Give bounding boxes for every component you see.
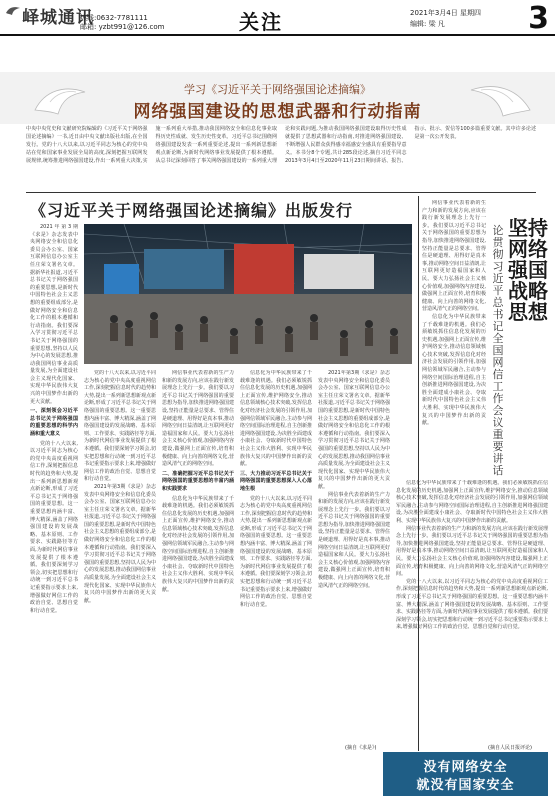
- security-slogan-banner: [383, 752, 548, 796]
- col5-paragraph-b: 网信事业代表着新的生产力和新的发展方向,应该在践行新发展理念上先行一步。我们要以习近平总书记关于网络强国的重要思想为指导,加快推进网络强国建设,坚持正能量是总要求、管得住是硬道理、用得好是真本事,推动网络空间日益清朗,让互联网更好造福国家和人民。要大力弘扬社会主义核心价值观,加强网络内容建设,做强网上正面宣传,培育积极健康、向上向善的网络文化,营造风清气正的网络空间。: [318, 491, 390, 589]
- col5-paragraph: 2021年第3期《求是》杂志发表中央网络安全和信息化委员会办公室、国家互联网信息办公室主任庄荣文署名文章。据新华社报道,习近平总书记关于网络强国的重要思想,是新时代中国特色社会主义思想的重要组成部分,是做好网络安全和信息化工作的根本遵循和行动指南。我们要深入学习贯彻习近平总书记关于网络强国的重要思想,坚持以人民为中心的发展思想,推动我国网信事业高质量发展,为全面建设社会主义现代化国家、实现中华民族伟大复兴的中国梦作出新的更大贡献。: [318, 370, 390, 490]
- right-top-paragraph-b: 信息化为中华民族带来了千载难逢的机遇。我们必须敏锐抓住信息化发展的历史机遇,加强网上正面宣传,维护网络安全,推动信息领域核心技术突破,发挥信息化对经济社会发展的引领作用,加强网信领域军民融合,主动参与网络空间国际治理进程,自主创新推进网络强国建设,为决胜全面建成小康社会、夺取新时代中国特色社会主义伟大胜利、实现中华民族伟大复兴的中国梦作出新的贡献。: [422, 313, 486, 427]
- left-paragraph-2: 党的十八大以来,以习近平同志为核心的党中央高度重视网信工作,深刻把握信息时代的趋势和大势,提出一系列新思想新观点新论断,形成了习近平总书记关于网络强国的重要思想。这一重要思想内涵丰富、博大精深,涵盖了网络强国建设的发展战略、基本原则、工作要求、实践路径等方面,为新时代网信事业发展提供了根本遵循。我们要深刻学习领会,切实把思想和行动统一到习近平总书记重要指示要求上来,增强做好网信工作的政治自觉、思想自觉和行动自觉。: [30, 440, 78, 614]
- col2-paragraph: 党的十八大以来,以习近平同志为核心的党中央高度重视网信工作,深刻把握信息时代的趋势和大势,提出一系列新思想新观点新论断,形成了习近平总书记关于网络强国的重要思想。这一重要思想内涵丰富、博大精深,涵盖了网络强国建设的发展战略、基本原则、工作要求、实践路径等方面,为新时代网信事业发展提供了根本遵循。我们要深刻学习领会,切实把思想和行动统一到习近平总书记重要指示要求上来,增强做好网信工作的政治自觉、思想自觉和行动自觉。: [84, 370, 156, 483]
- left-column: [30, 224, 78, 754]
- section-heading-2: 二、准确把握习近平总书记关于网络强国的重要思想的丰富内涵和实践要求: [162, 470, 234, 492]
- banner-title: 网络强国建设的思想武器和行动指南: [133, 102, 422, 122]
- col2-paragraph-b: 2021年第3期《求是》杂志发表中央网络安全和信息化委员会办公室、国家互联网信息办公室主任庄荣文署名文章。据新华社报道,习近平总书记关于网络强国的重要思想,是新时代中国特色社会主义思想的重要组成部分,是做好网络安全和信息化工作的根本遵循和行动指南。我们要深入学习贯彻习近平总书记关于网络强国的重要思想,坚持以人民为中心的发展思想,推动我国网信事业高质量发展,为全面建设社会主义现代化国家、实现中华民族伟大复兴的中国梦作出新的更大贡献。: [84, 483, 156, 604]
- paper-logo: 峄城通讯: [22, 8, 94, 28]
- masthead: [0, 0, 555, 36]
- dove-logo-icon: [5, 5, 21, 17]
- headline-main: 坚持网络强国战略思想: [508, 216, 548, 324]
- column-2: [84, 370, 156, 755]
- right-bottom-paragraph: 信息化为中华民族带来了千载难逢的机遇。我们必须敏锐抓住信息化发展的历史机遇,加强网上正面宣传,维护网络安全,推动信息领域核心技术突破,发挥信息化对经济社会发展的引领作用,加强网信领域军民融合,主动参与网络空间国际治理进程,自主创新推进网络强国建设,为决胜全面建成小康社会、夺取新时代中国特色社会主义伟大胜利、实现中华民族伟大复兴的中国梦作出新的贡献。: [396, 480, 548, 524]
- column-5: [318, 370, 390, 750]
- issue-date: 2021年3月4日 星期四: [410, 9, 481, 17]
- contact-info: [80, 14, 165, 32]
- page-number: 3: [528, 1, 549, 36]
- source-credit-2: (摘自人民日报评论): [488, 745, 532, 751]
- left-paragraph: 2021年第3期《求是》杂志发表中央网络安全和信息化委员会办公室、国家互联网信息办公室主任庄荣文署名文章。据新华社报道,习近平总书记关于网络强国的重要思想,是新时代中国特色社会主义思想的重要组成部分,是做好网络安全和信息化工作的根本遵循和行动指南。我们要深入学习贯彻习近平总书记关于网络强国的重要思想,坚持以人民为中心的发展思想,推动我国网信事业高质量发展,为全面建设社会主义现代化国家、实现中华民族伟大复兴的中国梦作出新的更大贡献。: [30, 224, 78, 405]
- contact-phone: 热线:0632-7781111: [80, 14, 148, 22]
- right-top-paragraph: 网信事业代表着新的生产力和新的发展方向,应该在践行新发展理念上先行一步。我们要以习近平总书记关于网络强国的重要思想为指导,加快推进网络强国建设,坚持正能量是总要求、管得住是硬道理、用得好是真本事,推动网络空间日益清朗,让互联网更好造福国家和人民。要大力弘扬社会主义核心价值观,加强网络内容建设,做强网上正面宣传,培育积极健康、向上向善的网络文化,营造风清气正的网络空间。: [422, 200, 486, 313]
- banner-subtitle: 学习《习近平关于网络强国论述摘编》: [184, 83, 371, 96]
- divider: [26, 192, 536, 193]
- source-credit: (摘自《求是》): [345, 745, 377, 751]
- feature-banner: [0, 72, 555, 124]
- slogan-line-2: 就没有国家安全: [416, 778, 515, 793]
- section-title: 关注: [239, 10, 283, 34]
- section-heading-3: 三、大力推动习近平总书记关于网络强国的重要思想深入人心落地生根: [240, 470, 312, 492]
- col4-paragraph-b: 党的十八大以来,以习近平同志为核心的党中央高度重视网信工作,深刻把握信息时代的趋势和大势,提出一系列新思想新观点新论断,形成了习近平总书记关于网络强国的重要思想。这一重要思想内涵丰富、博大精深,涵盖了网络强国建设的发展战略、基本原则、工作要求、实践路径等方面,为新时代网信事业发展提供了根本遵循。我们要深刻学习领会,切实把思想和行动统一到习近平总书记重要指示要求上来,增强做好网信工作的政治自觉、思想自觉和行动自觉。: [240, 495, 312, 608]
- column-3: [162, 370, 234, 755]
- exhibition-hall-image: [84, 224, 412, 364]
- right-column-bottom: [396, 480, 548, 745]
- right-column-top: [422, 200, 486, 480]
- headline-subtitle: 论贯彻习近平总书记全国网信工作会议重要讲话: [492, 224, 504, 477]
- exhibition-photo: [84, 224, 412, 364]
- slogan-line-1: 没有网络安全: [423, 760, 508, 775]
- editor-credit: 编辑: 梁 凡: [410, 20, 445, 28]
- column-4: [240, 370, 312, 755]
- col4-paragraph: 信息化为中华民族带来了千载难逢的机遇。我们必须敏锐抓住信息化发展的历史机遇,加强网上正面宣传,维护网络安全,推动信息领域核心技术突破,发挥信息化对经济社会发展的引领作用,加强网信领域军民融合,主动参与网络空间国际治理进程,自主创新推进网络强国建设,为决胜全面建成小康社会、夺取新时代中国特色社会主义伟大胜利、实现中华民族伟大复兴的中国梦作出新的贡献。: [240, 370, 312, 468]
- right-bottom-paragraph-c: 党的十八大以来,以习近平同志为核心的党中央高度重视网信工作,深刻把握信息时代的趋势和大势,提出一系列新思想新观点新论断,形成了习近平总书记关于网络强国的重要思想。这一重要思想内涵丰富、博大精深,涵盖了网络强国建设的发展战略、基本原则、工作要求、实践路径等方面,为新时代网信事业发展提供了根本遵循。我们要深刻学习领会,切实把思想和行动统一到习近平总书记重要指示要求上来,增强做好网信工作的政治自觉、思想自觉和行动自觉。: [396, 578, 548, 631]
- col3-paragraph-b: 信息化为中华民族带来了千载难逢的机遇。我们必须敏锐抓住信息化发展的历史机遇,加强网上正面宣传,维护网络安全,推动信息领域核心技术突破,发挥信息化对经济社会发展的引领作用,加强网信领域军民融合,主动参与网络空间国际治理进程,自主创新推进网络强国建设,为决胜全面建成小康社会、夺取新时代中国特色社会主义伟大胜利、实现中华民族伟大复兴的中国梦作出新的贡献。: [162, 495, 234, 593]
- article-title: 《习近平关于网络强国论述摘编》出版发行: [30, 201, 354, 220]
- right-bottom-paragraph-b: 网信事业代表着新的生产力和新的发展方向,应该在践行新发展理念上先行一步。我们要以习近平总书记关于网络强国的重要思想为指导,加快推进网络强国建设,坚持正能量是总要求、管得住是硬道理、用得好是真本事,推动网络空间日益清朗,让互联网更好造福国家和人民。要大力弘扬社会主义核心价值观,加强网络内容建设,做强网上正面宣传,培育积极健康、向上向善的网络文化,营造风清气正的网络空间。: [396, 525, 548, 578]
- section-heading-1: 一、深刻领会习近平总书记关于网络强国的重要思想的科学内涵和重大意义: [30, 408, 78, 438]
- contact-email: 邮箱: yzbt991@126.com: [80, 23, 165, 31]
- intro-text: 中央中央党史和文献研究院编辑的《习近平关于网络强国论述摘编》一书,近日由中央文献出版社出版,在全国发行。党的十八大以来,以习近平同志为核心的党中央站在党和国家事业发展全局的高度,深刻把握互联网发展规律,统筹推进网络强国建设,作出一系列重大决策,实施一系列重大举措,推动我国网络安全和信息化事业取得历史性成就、发生历史性变革。习近平总书记围绕网络强国建设发表一系列重要论述,提出一系列新思想新观点新论断,为新时代网络事业发展提供了根本遵循。从总书记深刻回答了事关网络强国建设的一系列重大理论和实践问题,为推动我国网络强国建设取得历史性成就提供了思想武器和行动指南,对推进网络强国建设、不断增强人民群众获得感幸福感安全感具有重要指导意义。本书分8个专题,共计285段论述,摘自习近平同志2013年3月4日至2020年11月23日期间讲话、报告、指示、批示、贺信等100多篇重要文献。其中许多论述是第一次公开发表。: [26, 126, 536, 164]
- col3-paragraph: 网信事业代表着新的生产力和新的发展方向,应该在践行新发展理念上先行一步。我们要以习近平总书记关于网络强国的重要思想为指导,加快推进网络强国建设,坚持正能量是总要求、管得住是硬道理、用得好是真本事,推动网络空间日益清朗,让互联网更好造福国家和人民。要大力弘扬社会主义核心价值观,加强网络内容建设,做强网上正面宣传,培育积极健康、向上向善的网络文化,营造风清气正的网络空间。: [162, 370, 234, 468]
